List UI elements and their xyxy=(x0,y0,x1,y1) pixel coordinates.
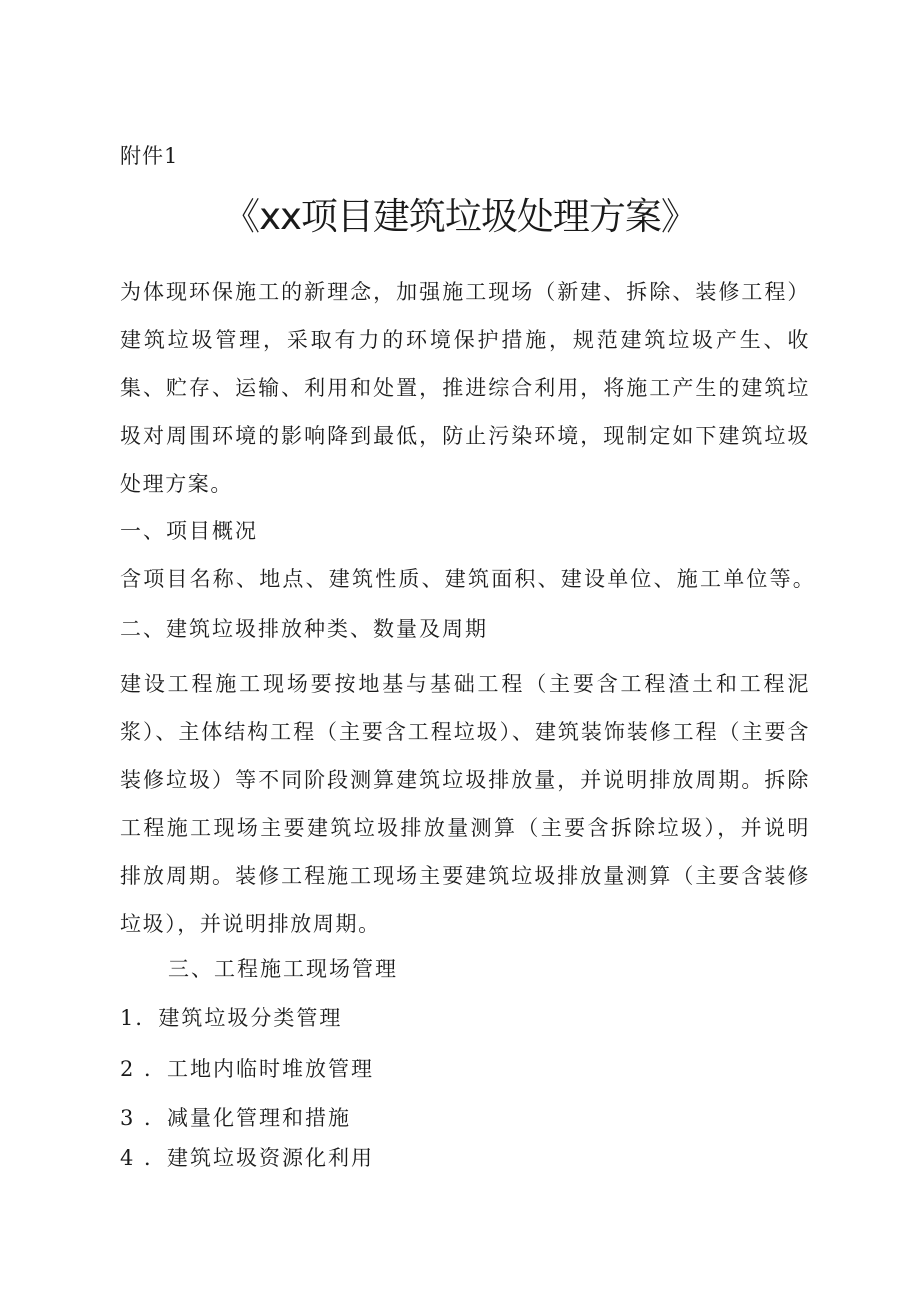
section-heading-waste: 二、建筑垃圾排放种类、数量及周期 xyxy=(120,617,488,641)
document-title: 《xx项目建筑垃圾处理方案》 xyxy=(223,195,697,238)
waste-paragraph: 建设工程施工现场要按地基与基础工程（主要含工程渣土和工程泥浆）、主体结构工程（主要含工程垃圾）、建筑装饰装修工程（主要含装修垃圾）等不同阶段测算建筑垃圾排放量，并说明排放周期。拆除工程施工现场主要建筑垃圾排放量测算（主要含拆除垃圾），并说明排放周期。装修工程施工现场主要建筑垃圾排放量测算（主要含装修垃圾），并说明排放周期。 xyxy=(120,672,810,936)
section-heading-overview: 一、项目概况 xyxy=(120,519,258,543)
list-item: 1．建筑垃圾分类管理 xyxy=(120,1006,343,1030)
intro-paragraph: 为体现环保施工的新理念，加强施工现场（新建、拆除、装修工程）建筑垃圾管理，采取有力的环境保护措施，规范建筑垃圾产生、收集、贮存、运输、利用和处置，推进综合利用，将施工产生的建筑垃圾对周围环境的影响降到最低，防止污染环境，现制定如下建筑垃圾处理方案。 xyxy=(120,280,810,496)
list-item: 2 ．工地内临时堆放管理 xyxy=(120,1057,375,1081)
list-item: 4 ．建筑垃圾资源化利用 xyxy=(120,1146,375,1170)
attachment-label: 附件1 xyxy=(120,144,179,168)
overview-paragraph: 含项目名称、地点、建筑性质、建筑面积、建设单位、施工单位等。 xyxy=(120,567,816,591)
section-heading-site-management: 三、工程施工现场管理 xyxy=(168,957,398,981)
list-item: 3 ．减量化管理和措施 xyxy=(120,1106,352,1130)
